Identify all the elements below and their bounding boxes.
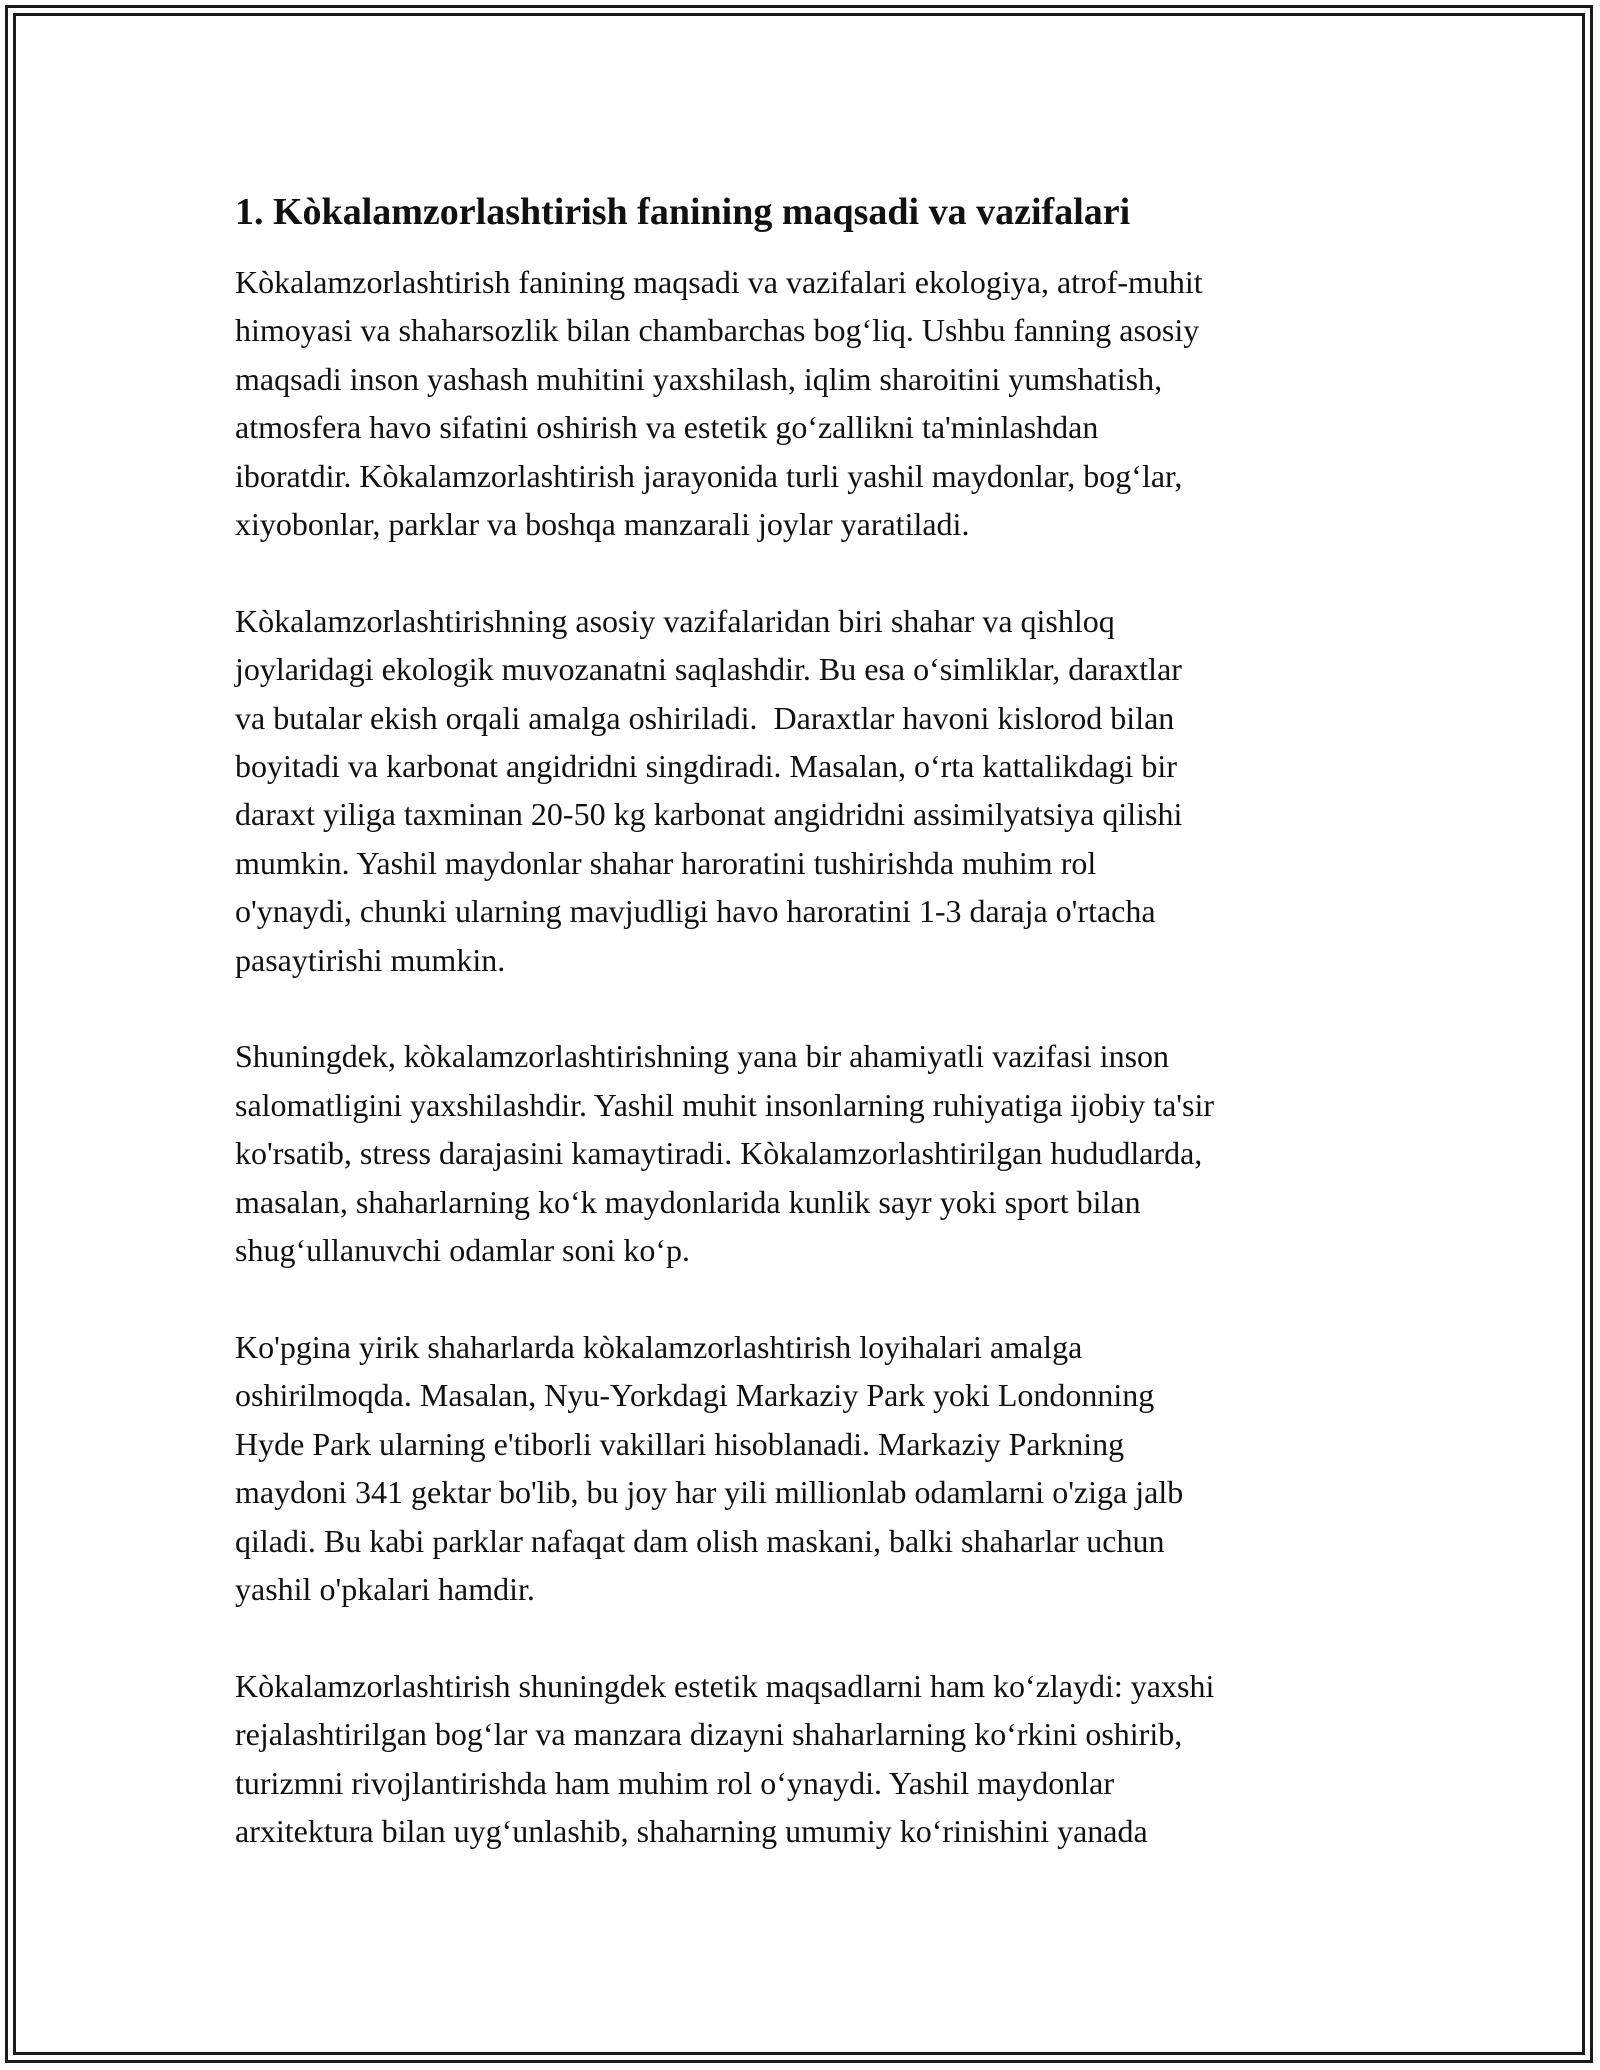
text-line: boyitadi va karbonat angidridni singdiradi. Masalan, oʻrta kattalikdagi bir xyxy=(235,748,1177,785)
text-line: Kòkalamzorlashtirish shuningdek estetik maqsadlarni ham koʻzlaydi: yaxshi xyxy=(235,1667,1215,1704)
text-line: xiyobonlar, parklar va boshqa manzarali joylar yaratiladi. xyxy=(235,506,970,543)
text-line: maqsadi inson yashash muhitini yaxshilash, iqlim sharoitini yumshatish, xyxy=(235,360,1163,397)
text-line: Kòkalamzorlashtirish fanining maqsadi va vazifalari ekologiya, atrof-muhit xyxy=(235,264,1203,300)
text-line: turizmni rivojlantirishda ham muhim rol oʻynaydi. Yashil maydonlar xyxy=(235,1764,1114,1801)
paragraph-5 xyxy=(235,1662,1375,1856)
text-line: pasaytirishi mumkin. xyxy=(235,941,506,978)
text-line: rejalashtirilgan bogʻlar va manzara dizayni shaharlarning koʻrkini oshirib, xyxy=(235,1716,1183,1753)
text-line: salomatligini yaxshilashdir. Yashil muhit insonlarning ruhiyatiga ijobiy ta'sir xyxy=(235,1086,1215,1123)
text-line: daraxt yiliga taxminan 20-50 kg karbonat angidridni assimilyatsiya qilishi xyxy=(235,796,1183,833)
text-line: iboratdir. Kòkalamzorlashtirish jarayonida turli yashil maydonlar, bogʻlar, xyxy=(235,457,1183,494)
text-line: maydoni 341 gektar bo'lib, bu joy har yili millionlab odamlarni o'ziga jalb xyxy=(235,1474,1184,1511)
text-line: atmosfera havo sifatini oshirish va estetik goʻzallikni ta'minlashdan xyxy=(235,409,1099,446)
text-line: qiladi. Bu kabi parklar nafaqat dam olish maskani, balki shaharlar uchun xyxy=(235,1522,1165,1559)
paragraph-2 xyxy=(235,597,1375,984)
text-line: o'ynaydi, chunki ularning mavjudligi havo haroratini 1-3 daraja o'rtacha xyxy=(235,893,1156,930)
document-body xyxy=(235,188,1375,1904)
text-line: mumkin. Yashil maydonlar shahar haroratini tushirishda muhim rol xyxy=(235,844,1097,881)
paragraph-3 xyxy=(235,1032,1375,1274)
paragraph-1 xyxy=(235,258,1375,548)
text-line: Kòkalamzorlashtirishning asosiy vazifalaridan biri shahar va qishloq xyxy=(235,602,1115,639)
text-line: Ko'pgina yirik shaharlarda kòkalamzorlashtirish loyihalari amalga xyxy=(235,1328,1083,1365)
text-line: oshirilmoqda. Masalan, Nyu-Yorkdagi Markaziy Park yoki Londonning xyxy=(235,1377,1155,1414)
text-line: shugʻullanuvchi odamlar soni koʻp. xyxy=(235,1232,691,1269)
section-heading: 1. Kòkalamzorlashtirish fanining maqsadi va vazifalari xyxy=(235,191,1131,233)
text-line: masalan, shaharlarning koʻk maydonlarida kunlik sayr yoki sport bilan xyxy=(235,1183,1141,1220)
text-line: arxitektura bilan uygʻunlashib, shaharning umumiy koʻrinishini yanada xyxy=(235,1812,1148,1849)
paragraph-4 xyxy=(235,1323,1375,1613)
text-line: joylaridagi ekologik muvozanatni saqlashdir. Bu esa oʻsimliklar, daraxtlar xyxy=(235,651,1182,688)
text-line: va butalar ekish orqali amalga oshiriladi. Daraxtlar havoni kislorod bilan xyxy=(235,699,1175,736)
text-line: yashil o'pkalari hamdir. xyxy=(235,1570,535,1607)
text-line: Hyde Park ularning e'tiborli vakillari hisoblanadi. Markaziy Parkning xyxy=(235,1425,1125,1462)
text-line: himoyasi va shaharsozlik bilan chambarchas bogʻliq. Ushbu fanning asosiy xyxy=(235,312,1200,349)
text-line: ko'rsatib, stress darajasini kamaytiradi. Kòkalamzorlashtirilgan hududlarda, xyxy=(235,1135,1203,1172)
text-line: Shuningdek, kòkalamzorlashtirishning yana bir ahamiyatli vazifasi inson xyxy=(235,1038,1170,1075)
